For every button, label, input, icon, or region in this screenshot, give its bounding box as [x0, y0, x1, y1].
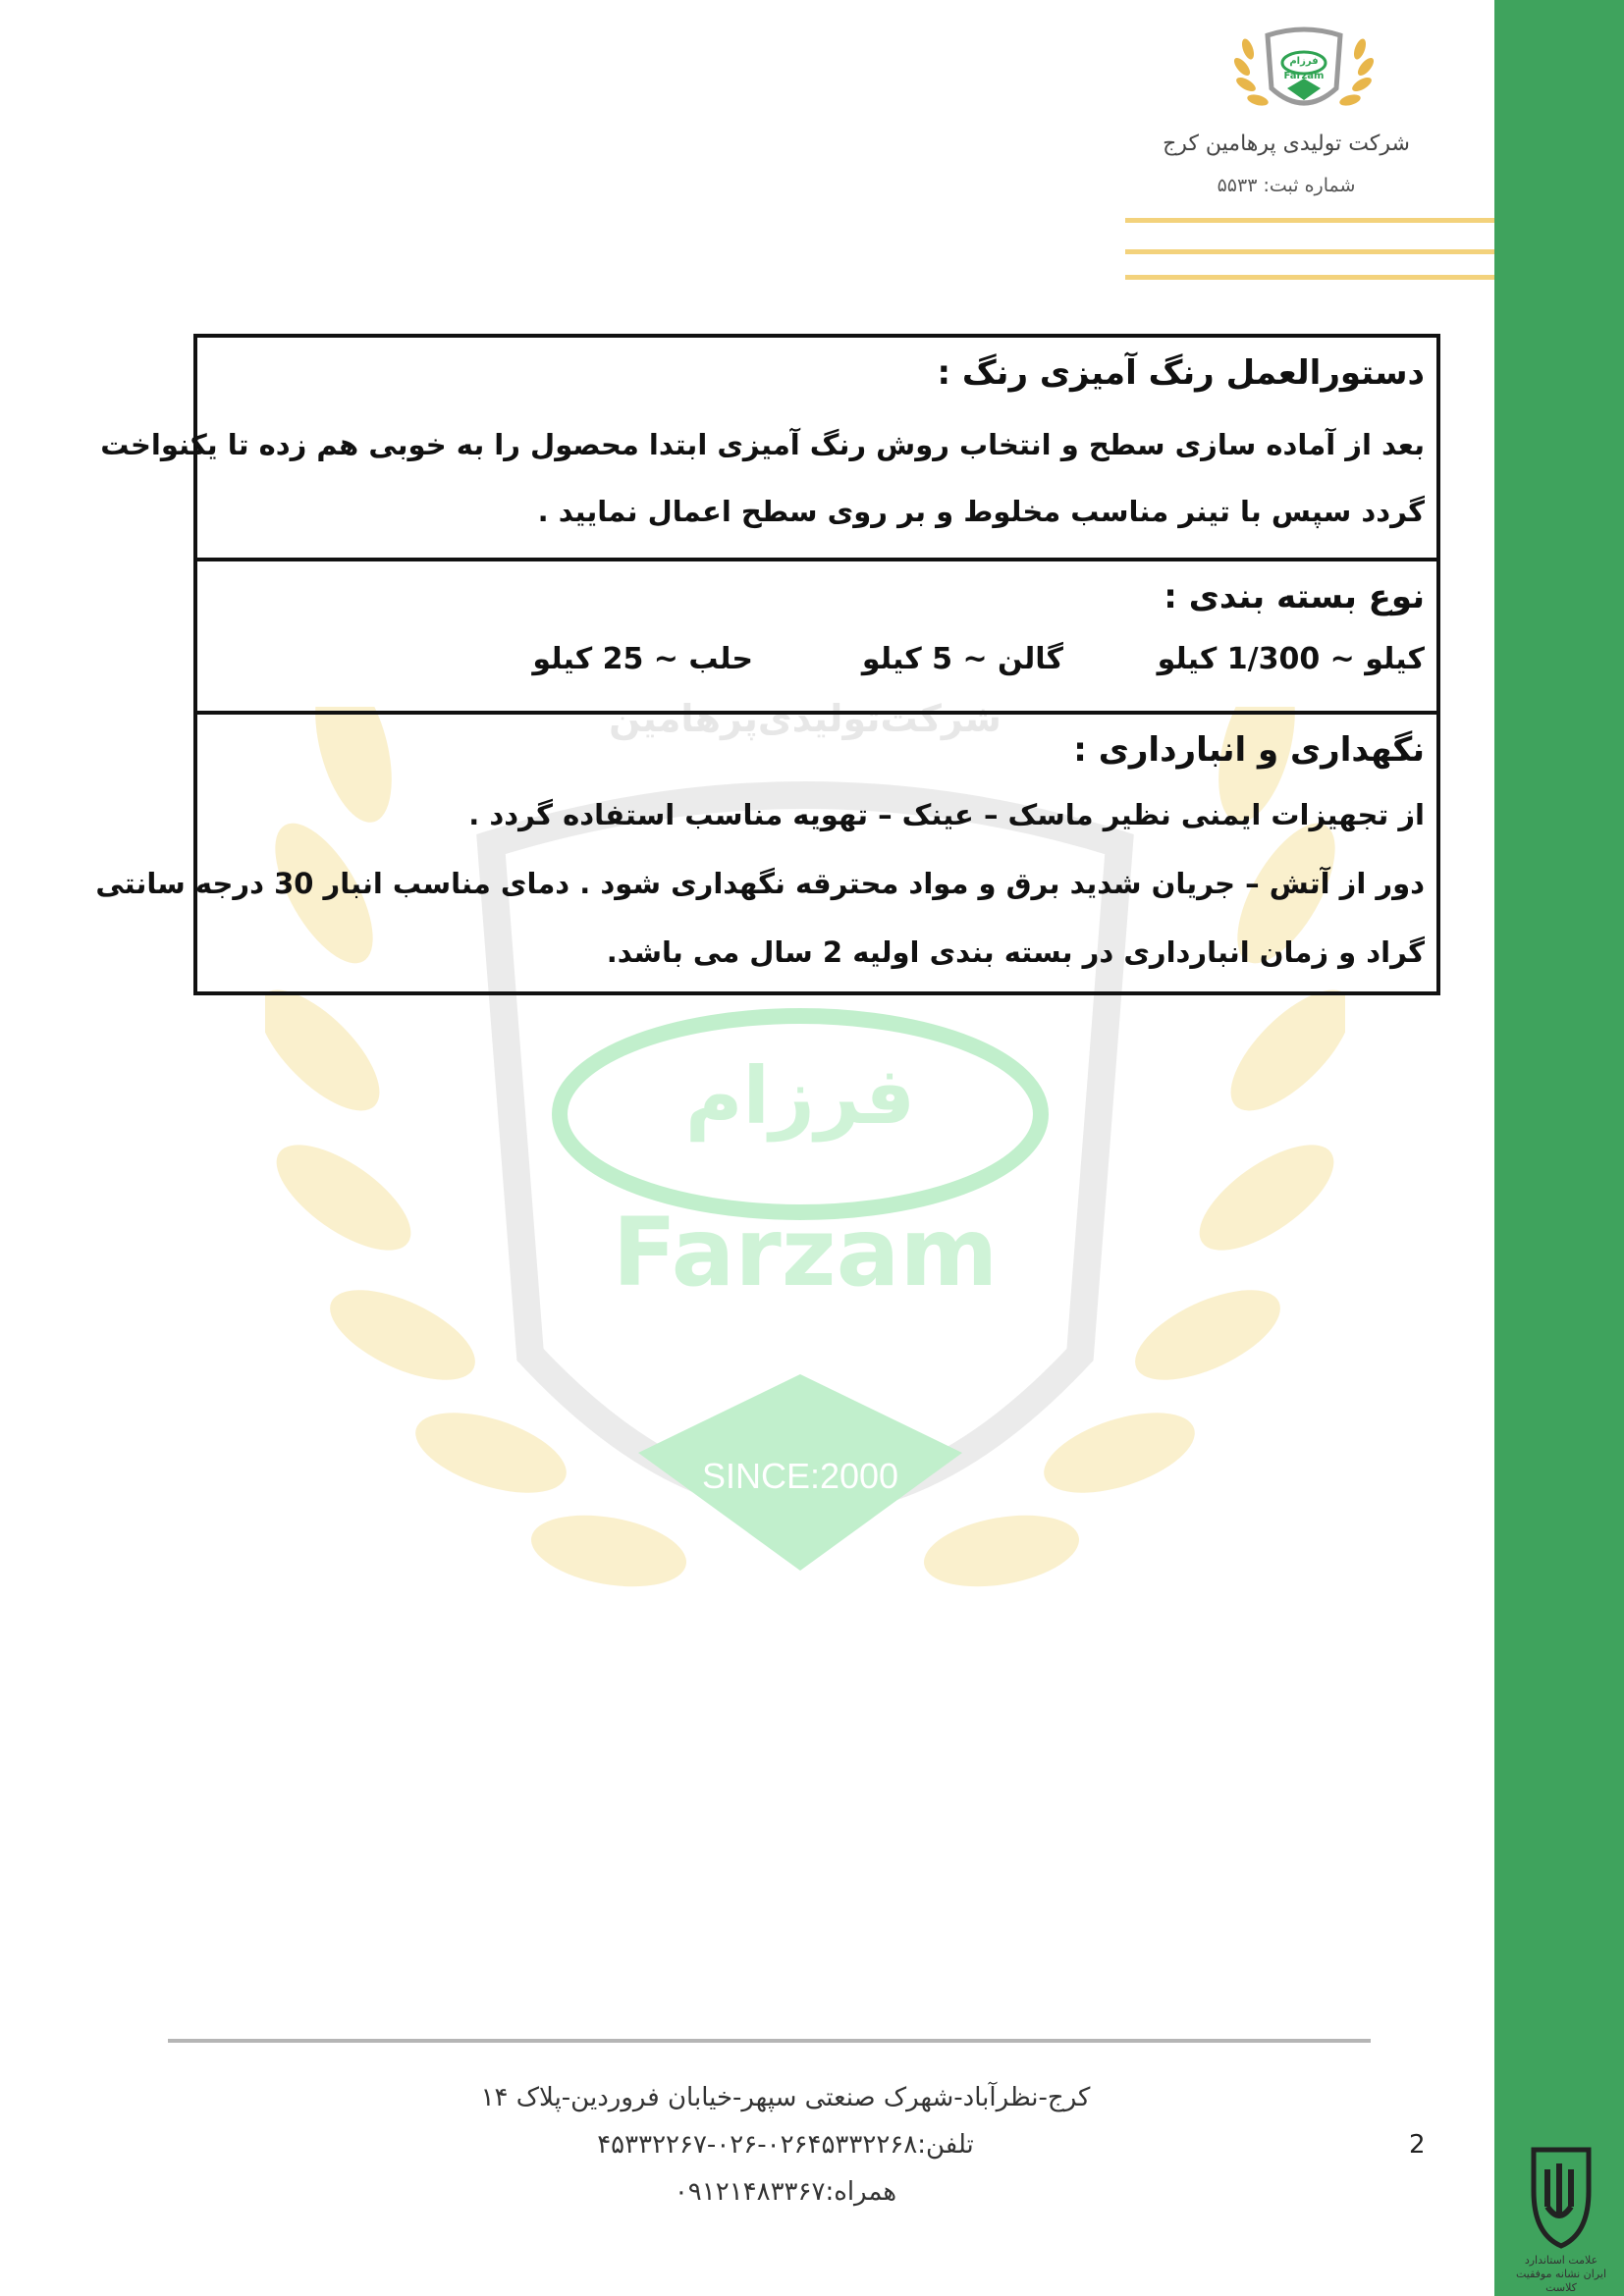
gold-rule	[1125, 249, 1494, 254]
footer-address: کرج-نظرآباد-شهرک صنعتی سپهر-خیابان فروردین-پلاک ۱۴	[480, 2083, 1091, 2112]
packaging-title: نوع بسته بندی :	[1164, 577, 1425, 616]
farzam-logo	[1230, 20, 1378, 128]
footer-rule	[168, 2039, 1371, 2043]
mixing-line-1: بعد از آماده سازی سطح و انتخاب روش رنگ آمیزی ابتدا محصول را به خوبی هم زده تا یکنواخت	[100, 428, 1425, 461]
watermark-brand-fa: فرزام	[684, 1050, 916, 1142]
watermark-brand-en: Farzam	[612, 1198, 999, 1308]
packaging-item-3: حلب ~ 25 کیلو	[532, 642, 753, 676]
gold-rule	[1125, 275, 1494, 280]
logo-text-en: Farzam	[1283, 71, 1325, 81]
storage-line-2: دور از آتش – جریان شدید برق و مواد محترقه نگهداری شود . دمای مناسب انبار 30 درجه سانتی	[95, 867, 1425, 900]
gold-rule	[1125, 218, 1494, 223]
footer-mobile: همراه:۰۹۱۲۱۴۸۳۳۶۷	[674, 2177, 897, 2207]
registration-number: شماره ثبت: ۵۵۳۳	[1217, 175, 1356, 196]
packaging-item-1: کیلو ~ 1/300 کیلو	[1157, 642, 1425, 676]
logo-text-fa: فرزام	[1289, 56, 1319, 67]
page-number: 2	[1409, 2130, 1426, 2160]
mixing-title: دستورالعمل رنگ آمیزی رنگ :	[937, 353, 1425, 393]
packaging-item-2: گالن ~ 5 کیلو	[861, 642, 1063, 676]
storage-line-3: گراد و زمان انبارداری در بسته بندی اولیه 2 سال می باشد.	[606, 935, 1425, 969]
side-green-bar	[1494, 0, 1624, 2296]
storage-line-1: از تجهیزات ایمنی نظیر ماسک – عینک – تهویه مناسب استفاده گردد .	[468, 798, 1425, 831]
storage-section	[95, 711, 1440, 995]
standard-caption: علامت استاندارد ایران نشانه موفقیت کلاست	[1515, 2254, 1607, 2294]
mixing-instructions-section	[100, 334, 1440, 561]
mixing-line-2: گردد سپس با تینر مناسب مخلوط و بر روی سطح اعمال نمایید .	[537, 495, 1425, 528]
company-name: شرکت تولیدی پرهامین کرج	[1163, 132, 1410, 156]
watermark-company: شرکت‌تولیدی‌پرهامین	[609, 697, 1001, 740]
storage-title: نگهداری و انبارداری :	[1073, 730, 1425, 770]
footer-phone: تلفن:۰۲۶۴۵۳۳۲۲۶۸-۰۲۶-۴۵۳۳۲۲۶۷	[597, 2130, 974, 2160]
watermark-since: SINCE:2000	[701, 1456, 899, 1496]
packaging-section	[193, 558, 1440, 715]
